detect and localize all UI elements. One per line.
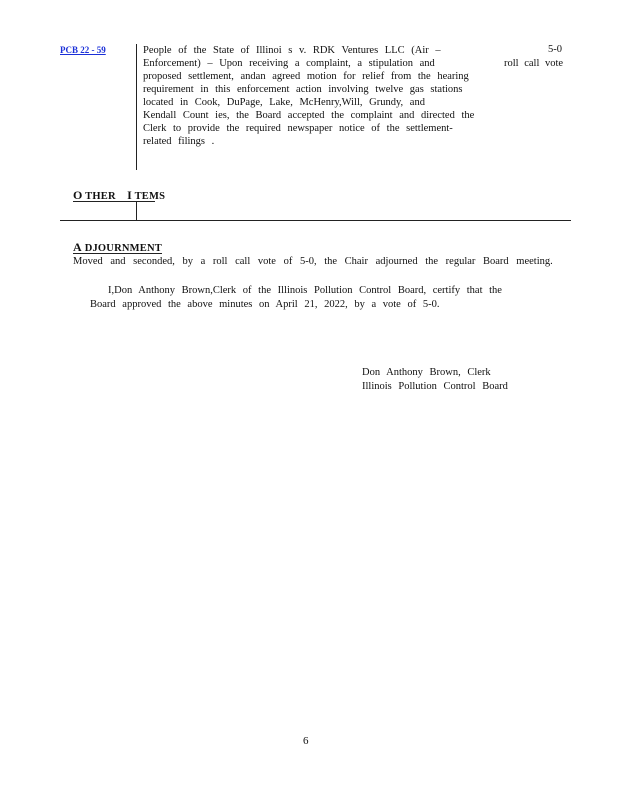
heading-initial: A <box>73 240 82 254</box>
vote-type: roll call vote <box>504 58 564 69</box>
column-divider <box>136 201 137 221</box>
docket-number-link[interactable]: PCB 22 - 59 <box>60 45 106 55</box>
signer-name: Don Anthony Brown, Clerk <box>362 367 491 378</box>
signer-organization: Illinois Pollution Control Board <box>362 381 508 392</box>
heading-initial: O <box>73 188 83 202</box>
section-divider <box>60 220 571 221</box>
vote-count: 5-0 <box>548 44 562 55</box>
case-entry-line: located in Cook, DuPage, Lake, McHenry,Will, Grundy, and <box>143 97 425 108</box>
page-number: 6 <box>303 735 309 747</box>
case-entry-line: proposed settlement, andan agreed motion for relief from the hearing <box>143 71 469 82</box>
column-divider <box>136 44 137 170</box>
heading-text: TEMS <box>131 191 166 202</box>
case-entry-line: Clerk to provide the required newspaper notice of the settlement- <box>143 123 453 134</box>
adjournment-text: Moved and seconded, by a roll call vote of 5-0, the Chair adjourned the regular Board meeting. <box>73 256 553 267</box>
certification-line: I,Don Anthony Brown,Clerk of the Illinois Pollution Control Board, certify that the <box>108 285 502 296</box>
case-entry-line: related filings . <box>143 136 215 147</box>
certification-statement <box>90 284 502 312</box>
certification-line: Board approved the above minutes on April 21, 2022, by a vote of 5-0. <box>90 299 440 310</box>
heading-text: THER <box>82 191 116 202</box>
signature-block <box>362 366 508 394</box>
case-entry-line: Enforcement) – Upon receiving a complaint, a stipulation and <box>143 58 435 69</box>
case-entry-description <box>143 44 473 148</box>
case-entry-line: People of the State of Illinoi s v. RDK Ventures LLC (Air – <box>143 45 441 56</box>
heading-underline <box>73 201 155 202</box>
case-entry-line: Kendall Count ies, the Board accepted the complaint and directed the <box>143 110 475 121</box>
heading-underline <box>73 253 162 254</box>
case-entry-line: requirement in this enforcement action involving twelve gas stations <box>143 84 463 95</box>
heading-initial: I <box>127 188 132 202</box>
heading-text: DJOURNMENT <box>81 243 162 254</box>
